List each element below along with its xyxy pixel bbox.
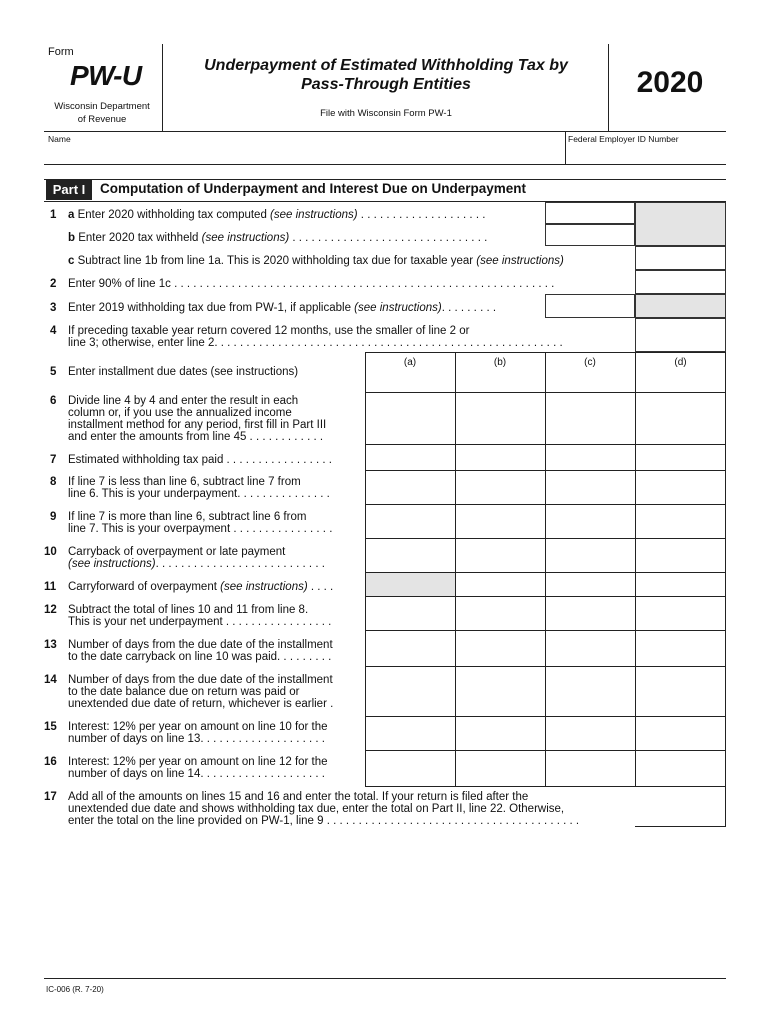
line-8-text-2: [68, 488, 330, 501]
line-16-col-d-input[interactable]: [636, 751, 725, 785]
line-10-italic: (see instructions): [68, 558, 156, 570]
header-divider-right: [608, 44, 609, 131]
file-with-note: File with Wisconsin Form PW-1: [320, 108, 452, 119]
line-8-col-c-input[interactable]: [546, 471, 634, 503]
line-9-col-b-input[interactable]: [456, 505, 544, 537]
line-14-col-b-input[interactable]: [456, 667, 544, 715]
line-6-text-4: [68, 431, 323, 444]
line-6-text-1: Divide line 4 by 4 and enter the result in each: [68, 395, 299, 407]
line-15-label: number of days on line 13: [68, 733, 201, 745]
line-5-col-a-input[interactable]: [366, 366, 454, 391]
line-12-col-b-input[interactable]: [456, 597, 544, 629]
line-17-input[interactable]: [636, 787, 725, 825]
grid-hline-17: [635, 826, 726, 827]
line-17-text-1: Add all of the amounts on lines 15 and 16 and enter the total. If your return is filed after the: [68, 791, 529, 803]
line-2-dots: . . . . . . . . . . . . . . . . . . . . . . . . . . . . . . . . . . . . . . . . . . . . . . . . . . . . . . . . . . . .: [170, 278, 555, 290]
line-9-number: 9: [50, 511, 57, 523]
line-5-col-b-input[interactable]: [456, 366, 544, 391]
line-5-number: 5: [50, 366, 57, 378]
form-id: PW-U: [70, 60, 142, 91]
line-4-dots: . . . . . . . . . . . . . . . . . . . . . . . . . . . . . . . . . . . . . . . . . . . . . . . . . . . . . . .: [214, 337, 563, 349]
fein-divider: [565, 131, 566, 164]
line-2-label: Enter 90% of line 1c: [68, 278, 171, 290]
line-16-text-2: [68, 768, 325, 781]
line-11-col-b-input[interactable]: [456, 573, 544, 595]
line-14-col-d-input[interactable]: [636, 667, 725, 715]
line-6-label: and enter the amounts from line 45: [68, 431, 247, 443]
line-17-dots: . . . . . . . . . . . . . . . . . . . . . . . . . . . . . . . . . . . . . . . .: [323, 815, 580, 827]
fein-label: Federal Employer ID Number: [568, 134, 679, 144]
line-5-text: Enter installment due dates (see instructions): [68, 366, 299, 378]
line-6-col-c-input[interactable]: [546, 393, 634, 443]
name-bottom-rule: [44, 164, 726, 165]
line-13-label: to the date carryback on line 10 was paid: [68, 651, 278, 663]
line-10-dots: . . . . . . . . . . . . . . . . . . . . . . . . . . .: [155, 558, 325, 570]
line-9-col-d-input[interactable]: [636, 505, 725, 537]
line-13-col-a-input[interactable]: [366, 631, 454, 665]
line-1c-italic: (see instructions): [476, 255, 564, 267]
line-6-text-2: column or, if you use the annualized income: [68, 407, 292, 419]
line-11-number: 11: [44, 581, 57, 593]
name-label: Name: [48, 134, 71, 144]
line-9-text-2: [68, 523, 332, 536]
line-13-col-b-input[interactable]: [456, 631, 544, 665]
line-5-col-c-input[interactable]: [546, 366, 634, 391]
line-3-label: Enter 2019 withholding tax due from PW-1, if applicable: [68, 302, 355, 314]
line-6-dots: . . . . . . . . . . . .: [246, 431, 324, 443]
line-13-col-c-input[interactable]: [546, 631, 634, 665]
line-10-number: 10: [44, 546, 57, 558]
line-1b-text: [68, 232, 487, 245]
department-line-2: of Revenue: [77, 114, 127, 125]
line-6-col-d-input[interactable]: [636, 393, 725, 443]
line-7-col-a-input[interactable]: [366, 445, 454, 469]
line-8-number: 8: [50, 476, 57, 488]
line-1b-letter: b: [68, 232, 76, 244]
line-11-shaded-cell: [366, 573, 455, 596]
line-7-dots: . . . . . . . . . . . . . . . . .: [223, 454, 332, 466]
line-8-dots: . . . . . . . . . . . . . . .: [237, 488, 330, 500]
form-title: [170, 56, 602, 94]
line-8-col-b-input[interactable]: [456, 471, 544, 503]
name-input[interactable]: [44, 146, 564, 164]
line-16-col-c-input[interactable]: [546, 751, 634, 785]
line-12-col-a-input[interactable]: [366, 597, 454, 629]
line-16-label: number of days on line 14: [68, 768, 201, 780]
line-3-italic: (see instructions): [354, 302, 442, 314]
line-1c-label: Subtract line 1b from line 1a. This is 2020 withholding tax due for taxable year: [77, 255, 477, 267]
line-8-col-d-input[interactable]: [636, 471, 725, 503]
line-8-text-1: If line 7 is less than line 6, subtract line 7 from: [68, 476, 301, 488]
line-11-italic: (see instructions): [220, 581, 308, 593]
line-1a-italic: (see instructions): [270, 209, 358, 221]
line-7-col-c-input[interactable]: [546, 445, 634, 469]
line-3-text: [68, 302, 496, 315]
line-16-col-b-input[interactable]: [456, 751, 544, 785]
line-4-input[interactable]: [635, 318, 726, 352]
line-17-number: 17: [44, 791, 57, 803]
line-11-label: Carryforward of overpayment: [68, 581, 221, 593]
line-1b-italic: (see instructions): [201, 232, 290, 244]
line-14-col-c-input[interactable]: [546, 667, 634, 715]
line-9-dots: . . . . . . . . . . . . . . . .: [230, 523, 333, 535]
line-3-shaded-box: [635, 294, 726, 318]
line-4-text-1: If preceding taxable year return covered 12 months, use the smaller of line 2 or: [68, 325, 470, 337]
line-11-col-d-input[interactable]: [636, 573, 725, 595]
line-9-label: line 7. This is your overpayment: [68, 523, 231, 535]
line-1b-label: Enter 2020 tax withheld: [78, 232, 202, 244]
line-16-dots: . . . . . . . . . . . . . . . . . . . .: [200, 768, 325, 780]
line-10-col-d-input[interactable]: [636, 539, 725, 571]
line-10-col-c-input[interactable]: [546, 539, 634, 571]
line-14-label: unextended due date of return, whichever is earlier: [68, 698, 327, 710]
line-4-label: line 3; otherwise, enter line 2: [68, 337, 215, 349]
line-15-col-a-input[interactable]: [366, 717, 454, 749]
line-6-text-3: installment method for any period, first fill in Part III: [68, 419, 327, 431]
column-a-header: (a): [403, 357, 417, 368]
line-17-text-3: [68, 815, 579, 828]
line-1b-dots: . . . . . . . . . . . . . . . . . . . . . . . . . . . . . . .: [289, 232, 488, 244]
line-6-number: 6: [50, 395, 57, 407]
line-14-col-a-input[interactable]: [366, 667, 454, 715]
line-6-col-b-input[interactable]: [456, 393, 544, 443]
line-12-col-c-input[interactable]: [546, 597, 634, 629]
line-15-col-d-input[interactable]: [636, 717, 725, 749]
line-1-shaded-box: [635, 202, 726, 246]
line-7-col-b-input[interactable]: [456, 445, 544, 469]
line-12-dots: . . . . . . . . . . . . . . . . .: [222, 616, 332, 628]
line-1c-input[interactable]: [635, 246, 726, 270]
line-9-col-c-input[interactable]: [546, 505, 634, 537]
line-15-text-1: Interest: 12% per year on amount on line 10 for the: [68, 721, 328, 733]
line-12-number: 12: [44, 604, 57, 616]
line-7-text: [68, 454, 332, 467]
footer-rule: [44, 978, 726, 979]
title-line-2: Pass-Through Entities: [301, 76, 471, 93]
line-13-dots: . . . . . . . . .: [277, 651, 332, 663]
header-bottom-rule: [44, 131, 726, 132]
column-d-header: (d): [674, 357, 687, 368]
line-5-col-d-input[interactable]: [636, 366, 725, 391]
department-line-1: Wisconsin Department: [54, 101, 150, 112]
line-14-text-1: Number of days from the due date of the installment: [68, 674, 333, 686]
line-2-text: [68, 278, 554, 291]
line-1c-letter: c: [68, 255, 75, 267]
department-name: [46, 100, 158, 126]
line-12-text-2: [68, 616, 331, 629]
line-7-number: 7: [50, 454, 57, 466]
fein-input[interactable]: [567, 146, 725, 164]
header-divider-left: [162, 44, 163, 131]
line-15-col-c-input[interactable]: [546, 717, 634, 749]
line-1b-input[interactable]: [545, 224, 635, 246]
line-7-col-d-input[interactable]: [636, 445, 725, 469]
line-1a-label: Enter 2020 withholding tax computed: [77, 209, 271, 221]
line-14-number: 14: [44, 674, 57, 686]
line-13-text-1: Number of days from the due date of the installment: [68, 639, 333, 651]
grid-hline-0: [365, 352, 726, 353]
line-13-col-d-input[interactable]: [636, 631, 725, 665]
line-10-text-2: [68, 558, 325, 571]
line-15-dots: . . . . . . . . . . . . . . . . . . . .: [200, 733, 325, 745]
line-15-col-b-input[interactable]: [456, 717, 544, 749]
line-14-dots: .: [326, 698, 334, 710]
part1-title: Computation of Underpayment and Interest Due on Underpayment: [100, 181, 527, 196]
line-11-col-c-input[interactable]: [546, 573, 634, 595]
line-12-text-1: Subtract the total of lines 10 and 11 from line 8.: [68, 604, 309, 616]
part1-top-rule: [44, 179, 726, 180]
line-15-text-2: [68, 733, 325, 746]
line-9-col-a-input[interactable]: [366, 505, 454, 537]
line-13-text-2: [68, 651, 331, 664]
part1-tag: Part I: [46, 180, 92, 200]
column-c-header: (c): [584, 357, 596, 368]
line-17-label: enter the total on the line provided on PW-1, line 9: [68, 815, 324, 827]
line-4-text-2: [68, 337, 563, 350]
line-10-text-1: Carryback of overpayment or late payment: [68, 546, 286, 558]
line-14-text-3: [68, 698, 333, 711]
line-12-col-d-input[interactable]: [636, 597, 725, 629]
line-1a-letter: a: [68, 209, 75, 221]
line-16-number: 16: [44, 756, 57, 768]
line-9-text-1: If line 7 is more than line 6, subtract line 6 from: [68, 511, 307, 523]
line-1a-text: [68, 209, 485, 222]
line-1a-dots: . . . . . . . . . . . . . . . . . . . .: [357, 209, 486, 221]
title-line-1: Underpayment of Estimated Withholding Tax by: [204, 57, 568, 74]
line-6-col-a-input[interactable]: [366, 393, 454, 443]
line-10-col-b-input[interactable]: [456, 539, 544, 571]
line-17-text-2: unextended due date and shows withholding tax due, enter the total on Part II, line 22. Otherwise,: [68, 803, 565, 815]
line-4-number: 4: [50, 325, 57, 337]
line-15-number: 15: [44, 721, 57, 733]
line-2-number: 2: [50, 278, 57, 290]
line-3-dots: . . . . . . . . .: [441, 302, 497, 314]
line-1a-input[interactable]: [545, 202, 635, 224]
line-14-text-2: to the date balance due on return was paid or: [68, 686, 300, 698]
line-12-label: This is your net underpayment: [68, 616, 223, 628]
line-8-label: line 6. This is your underpayment: [68, 488, 238, 500]
tax-year: 2020: [636, 66, 704, 99]
line-1-number: 1: [50, 209, 57, 221]
grid-vline-right: [725, 352, 726, 826]
line-2-input[interactable]: [635, 270, 726, 294]
form-revision: IC-006 (R. 7-20): [46, 985, 104, 994]
line-1c-text: [68, 255, 564, 268]
line-16-text-1: Interest: 12% per year on amount on line 12 for the: [68, 756, 328, 768]
line-16-col-a-input[interactable]: [366, 751, 454, 785]
line-11-text: [68, 581, 333, 594]
line-13-number: 13: [44, 639, 57, 651]
column-b-header: (b): [493, 357, 507, 368]
line-11-dots: . . . .: [307, 581, 334, 593]
line-8-col-a-input[interactable]: [366, 471, 454, 503]
line-10-col-a-input[interactable]: [366, 539, 454, 571]
line-7-label: Estimated withholding tax paid: [68, 454, 224, 466]
line-3-input[interactable]: [545, 294, 635, 318]
line-3-number: 3: [50, 302, 57, 314]
form-label: Form: [48, 46, 74, 58]
